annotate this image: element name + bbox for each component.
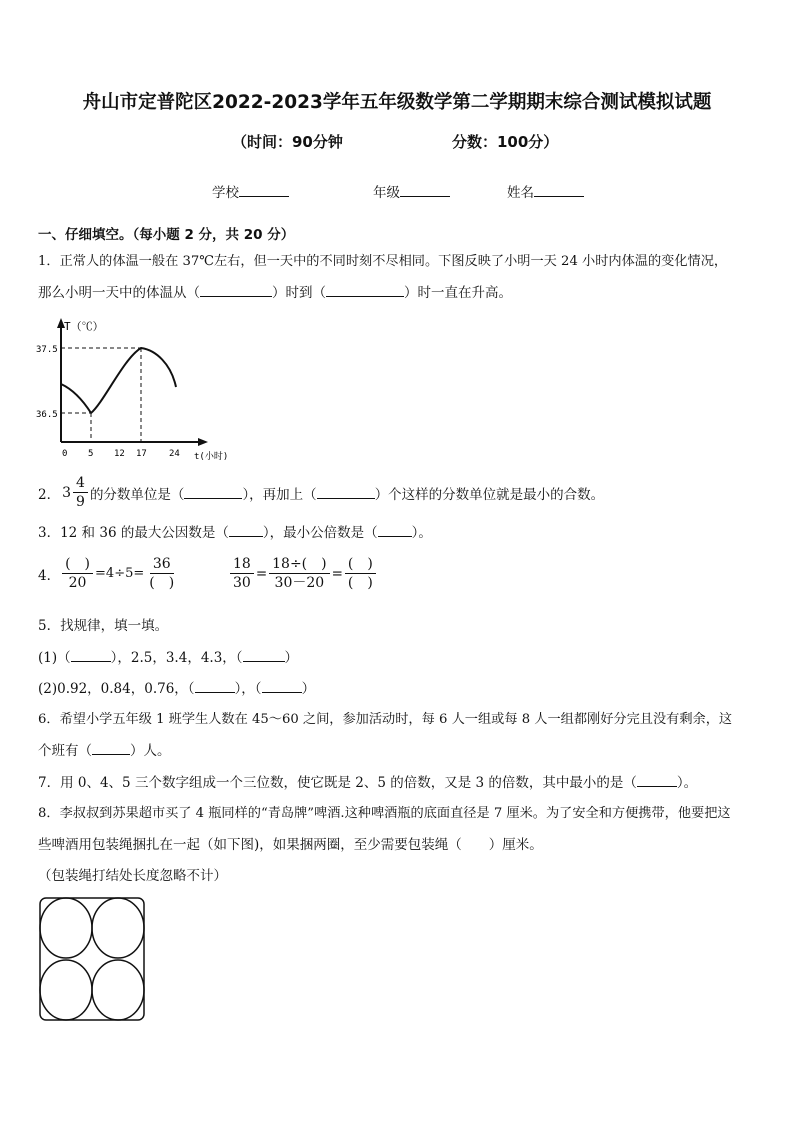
- q5-row2-text-c: ）: [301, 681, 316, 697]
- q1-text-b: ）时到（: [272, 285, 326, 301]
- q5-row1-blank-2[interactable]: [243, 649, 285, 662]
- q5-row2: [38, 677, 315, 697]
- q4-f3-den: 30: [233, 575, 251, 591]
- q5-row2-blank-2[interactable]: [262, 680, 302, 693]
- x-tick-0: 0: [62, 449, 68, 459]
- q4-left: [38, 555, 179, 592]
- bottle-top-right: [92, 898, 144, 958]
- y-tick-36-5: 36.5: [36, 410, 58, 420]
- q4-f1-den: 20: [68, 575, 87, 591]
- q4-fraction-4: [269, 555, 329, 592]
- q2-denominator: 9: [76, 494, 85, 510]
- q3-blank-1[interactable]: [229, 524, 263, 537]
- q2-blank-1[interactable]: [184, 486, 242, 499]
- q5-row2-text-a: (2)0.92，0.84，0.76，（: [38, 681, 195, 697]
- q8-note: （包装绳打结处长度忽略不计）: [38, 868, 227, 884]
- q7: [38, 771, 697, 791]
- y-tick-37-5: 37.5: [36, 345, 58, 355]
- q4-f3-num: 18: [230, 555, 254, 574]
- x-tick-24: 24: [169, 449, 180, 459]
- q6-line1: 6．希望小学五年级 1 班学生人数在 45～60 之间，参加活动时，每 6 人一组或每 8 人一组都刚好分完且没有剩余，这: [38, 712, 733, 727]
- q7-blank[interactable]: [637, 774, 677, 787]
- q4-mid: =4÷5=: [95, 566, 145, 581]
- grade-blank[interactable]: [400, 184, 450, 197]
- x-tick-12: 12: [114, 449, 125, 459]
- exam-score: 分数：100分）: [452, 133, 559, 151]
- graph-x-arrow: [198, 438, 208, 446]
- graph-y-label: T（℃）: [64, 320, 104, 333]
- page-title: 舟山市定普陀区2022-2023学年五年级数学第二学期期末综合测试模拟试题: [82, 92, 712, 113]
- bottle-top-left: [40, 898, 92, 958]
- q4-f1-num[interactable]: ( ): [62, 555, 93, 574]
- temperature-curve: [61, 348, 176, 413]
- graph-x-label: t(小时): [194, 452, 229, 462]
- q7-text-b: ）。: [676, 775, 698, 791]
- q2-text-c: ）个这样的分数单位就是最小的合数。: [374, 486, 605, 503]
- school-label: 学校: [212, 185, 239, 201]
- q2-whole: 3: [62, 484, 72, 501]
- q7-text-a: 7．用 0、4、5 三个数字组成一个三位数，使它既是 2、5 的倍数，又是 3 的倍数，其中最小的是（: [38, 775, 637, 791]
- q5-row1-blank-1[interactable]: [71, 649, 111, 662]
- q6-text-a: 个班有（: [38, 743, 92, 759]
- q3: [38, 521, 432, 541]
- bottles-diagram: [36, 894, 148, 1024]
- q5-row1-text-a: (1)（: [38, 650, 71, 666]
- q4-f5-num[interactable]: ( ): [345, 555, 376, 574]
- q3-blank-2[interactable]: [378, 524, 412, 537]
- exam-time: （时间：90分钟: [232, 133, 343, 151]
- name-label: 姓名: [507, 185, 534, 201]
- name-blank[interactable]: [534, 184, 584, 197]
- q8-line2: 些啤酒用包装绳捆扎在一起（如下图)，如果捆两圈，至少需要包装绳（ ）厘米。: [38, 837, 543, 853]
- q2-fraction: [73, 474, 88, 511]
- school-field: [212, 181, 289, 201]
- section-heading: 一、仔细填空。（每小题 2 分，共 20 分）: [38, 227, 295, 243]
- q1-text-c: ）时一直在升高。: [404, 285, 512, 301]
- q5-row1: [38, 646, 298, 666]
- q4-equals-1: =: [255, 565, 268, 582]
- rope-outline: [40, 898, 144, 1020]
- q5-row1-text-c: ）: [284, 650, 299, 666]
- x-tick-5: 5: [88, 449, 94, 459]
- q2-text-b: ），再加上（: [242, 486, 317, 503]
- q4-f4-num[interactable]: 18÷( ): [269, 555, 329, 574]
- q1-line2: [38, 281, 512, 301]
- q1-text-a: 那么小明一天中的体温从（: [38, 285, 200, 301]
- q4-fraction-3: [230, 555, 254, 592]
- grade-field: [373, 181, 450, 201]
- q1-line1: 1．正常人的体温一般在 37℃左右，但一天中的不同时刻不尽相同。下图反映了小明一天 24 小时内体温的变化情况，: [38, 254, 728, 269]
- q5-row2-text-b: ），（: [234, 681, 262, 697]
- bottle-bottom-left: [40, 960, 92, 1020]
- q4-fraction-1: [62, 555, 93, 592]
- q6-line2: [38, 739, 171, 759]
- q4-right: [228, 555, 378, 592]
- q4-equals-2: =: [331, 565, 343, 582]
- q8-line1: 8．李叔叔到苏果超市买了 4 瓶同样的“青岛牌”啤酒.这种啤酒瓶的底面直径是 7 厘米。为了安全和方便携带，他要把这: [38, 806, 731, 821]
- q1-blank-1[interactable]: [200, 284, 272, 297]
- q4-fraction-2: [146, 555, 177, 592]
- q2-blank-2[interactable]: [317, 486, 375, 499]
- q2-numerator: 4: [73, 474, 88, 493]
- name-field: [507, 181, 584, 201]
- q5-row2-blank-1[interactable]: [195, 680, 235, 693]
- q2-number: 2．: [38, 486, 61, 503]
- q6-blank[interactable]: [92, 742, 130, 755]
- school-blank[interactable]: [239, 184, 289, 197]
- q3-text-a: 3．12 和 36 的最大公因数是（: [38, 525, 229, 541]
- grade-label: 年级: [373, 185, 400, 201]
- x-tick-17: 17: [136, 449, 147, 459]
- q4-f2-den[interactable]: ( ): [149, 575, 175, 591]
- q1-blank-2[interactable]: [326, 284, 404, 297]
- q3-text-c: ）。: [411, 525, 432, 541]
- q4-f4-den: 30－20: [274, 575, 325, 591]
- q4-fraction-5: [345, 555, 376, 592]
- q2-text-a: 的分数单位是（: [89, 486, 185, 503]
- q4-f2-num: 36: [150, 555, 174, 574]
- q4-f5-den[interactable]: ( ): [347, 575, 373, 591]
- q5-title: 5．找规律，填一填。: [38, 618, 169, 634]
- temperature-graph: [36, 310, 236, 465]
- q2: [38, 474, 604, 511]
- q4-number: 4．: [38, 567, 61, 584]
- q6-text-b: ）人。: [130, 743, 171, 759]
- bottle-bottom-right: [92, 960, 144, 1020]
- q3-text-b: ），最小公倍数是（: [262, 525, 378, 541]
- q5-row1-text-b: ），2.5，3.4，4.3，（: [110, 650, 243, 666]
